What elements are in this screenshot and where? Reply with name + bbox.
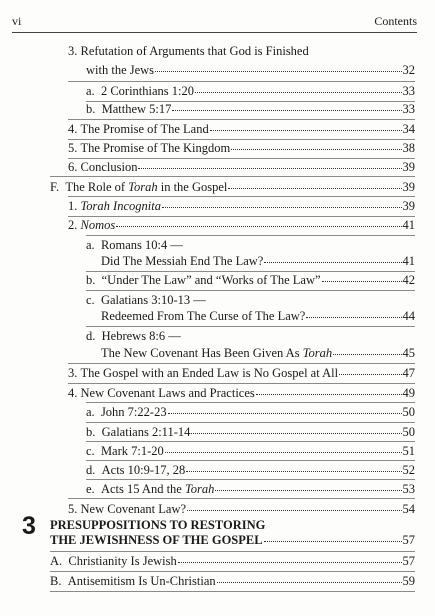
toc-entry[interactable]: Did The Messiah End The Law? 41 [101,254,415,268]
toc-entry[interactable]: e. Acts 15 And the Torah 53 [86,482,415,496]
toc-entry-line1[interactable]: c. Galatians 3:10-13 — [86,293,206,307]
toc-entry[interactable]: b. “Under The Law” and “Works of The Law” 42 [86,273,415,287]
toc-entry[interactable]: B. Antisemitism Is Un-Christian 59 [50,574,415,588]
toc-entry[interactable]: b. Matthew 5:17 33 [86,102,415,116]
toc-entry[interactable]: Redeemed From The Curse of The Law? 44 [101,309,415,323]
toc-entry[interactable]: with the Jews 32 [86,63,415,77]
page-number: vi [12,14,22,28]
toc-entry[interactable]: 5. The Promise of The Kingdom 38 [68,141,415,155]
toc-entry[interactable]: A. Christianity Is Jewish 57 [50,554,415,568]
toc-entry[interactable]: 3. The Gospel with an Ended Law is No Gospel at All 47 [68,366,415,380]
chapter-title-line2[interactable]: THE JEWISHNESS OF THE GOSPEL 57 [50,533,415,547]
chapter-number: 3 [22,512,36,540]
toc-entry[interactable]: 4. The Promise of The Land 34 [68,122,415,136]
section-title: Contents [374,14,417,28]
chapter-title-line1[interactable]: PRESUPPOSITIONS TO RESTORING [50,518,266,532]
toc-entry[interactable]: a. John 7:22-23 50 [86,405,415,419]
toc-entry[interactable]: The New Covenant Has Been Given As Torah 45 [101,346,415,360]
toc-entry[interactable]: c. Mark 7:1-20 51 [86,444,415,458]
toc-entry[interactable]: 2. Nomos 41 [68,218,415,232]
toc-entry-section-f[interactable]: F. The Role of Torah in the Gospel 39 [50,180,415,194]
toc-entry-line1[interactable]: d. Hebrews 8:6 — [86,329,181,343]
toc-entry[interactable]: 6. Conclusion 39 [68,160,415,174]
running-header [12,14,417,33]
toc-entry[interactable]: b. Galatians 2:11-14 50 [86,425,415,439]
toc-entry[interactable]: a. 2 Corinthians 1:20 33 [86,84,415,98]
toc-entry[interactable]: 4. New Covenant Laws and Practices 49 [68,386,415,400]
toc-entry[interactable]: 1. Torah Incognita 39 [68,199,415,213]
toc-entry-line1[interactable]: a. Romans 10:4 — [86,238,183,252]
toc-entry[interactable]: 5. New Covenant Law? 54 [68,502,415,516]
toc-entry[interactable]: d. Acts 10:9-17, 28 52 [86,463,415,477]
toc-entry-line1[interactable]: 3. Refutation of Arguments that God is Finished [68,44,309,58]
